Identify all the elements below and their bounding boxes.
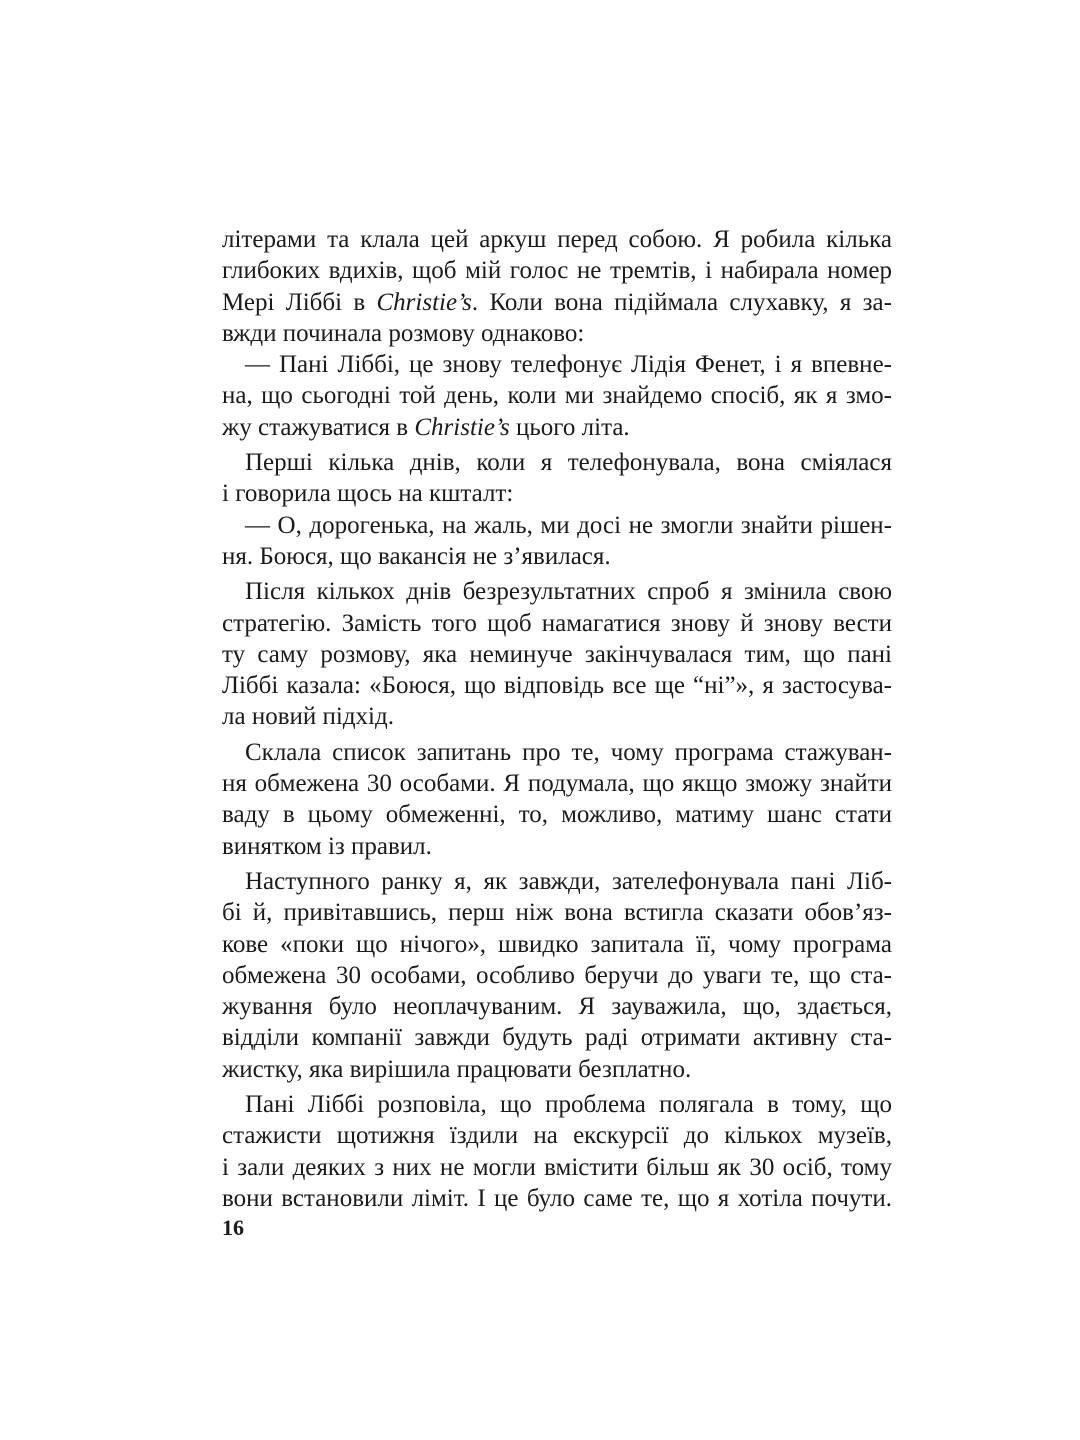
- text-line: обмежена 30 особами, особливо беручи до уваги те, що ста-: [222, 961, 892, 989]
- text-line: і говорила щось на кшталт:: [222, 480, 514, 508]
- body-text: [222, 224, 892, 1214]
- text-line: Пані Ліббі розповіла, що проблема полягала в тому, що: [245, 1091, 892, 1119]
- text-line: глибоких вдихів, щоб мій голос не тремтів, і набирала номер: [222, 257, 892, 285]
- text-line: ту саму розмову, яка неминуче закінчувалася тим, що пані: [222, 640, 892, 668]
- text-line: вони встановили ліміт. І це було саме те, що я хотіла почути.: [222, 1184, 892, 1212]
- page-number: 16: [222, 1215, 244, 1240]
- italic-brand-name: Christie’s: [376, 288, 472, 316]
- text-line: — Пані Ліббі, це знову телефонує Лідія Фенет, і я впевне-: [245, 351, 892, 379]
- text-line: кове «поки що нічого», швидко запитала її, чому програма: [222, 930, 892, 958]
- text-line: жу стажуватися в Christie’s цього літа.: [222, 413, 630, 441]
- text-line: стажисти щотижня їздили на екскурсії до кількох музеїв,: [222, 1122, 892, 1150]
- text-line: Після кількох днів безрезультатних спроб я змінила свою: [245, 578, 892, 606]
- text-line: жування було неоплачуваним. Я зауважила, що, здається,: [222, 993, 892, 1021]
- text-line: Перші кілька днів, коли я телефонувала, вона сміялася: [245, 449, 892, 477]
- text-line: Наступного ранку я, як завжди, зателефонувала пані Ліб-: [245, 867, 892, 895]
- text-line: вжди починала розмову однаково:: [222, 319, 585, 347]
- text-line: ня. Боюся, що вакансія не з’явилася.: [222, 542, 611, 570]
- text-line: винятком із правил.: [222, 832, 432, 860]
- text-line: ваду в цьому обмеженні, то, можливо, матиму шанс стати: [222, 801, 892, 829]
- text-line: відділи компанії завжди будуть раді отримати активну ста-: [222, 1024, 892, 1052]
- text-line: — О, дорогенька, на жаль, ми досі не змогли знайти рішен-: [245, 511, 892, 539]
- text-line: бі й, привітавшись, перш ніж вона встигла сказати обов’яз-: [222, 899, 892, 927]
- italic-brand-name: Christie’s: [414, 413, 510, 441]
- text-line: Склала список запитань про те, чому програма стажуван-: [245, 738, 892, 766]
- text-line: стратегію. Замість того щоб намагатися знову й знову вести: [222, 609, 892, 637]
- text-line: на, що сьогодні той день, коли ми знайдемо спосіб, як я змо-: [222, 382, 892, 410]
- text-line: літерами та клала цей аркуш перед собою. Я робила кілька: [222, 226, 892, 253]
- text-line: жистку, яка вирішила працювати безплатно.: [222, 1055, 692, 1083]
- text-line: ня обмежена 30 особами. Я подумала, що якщо зможу знайти: [222, 770, 892, 798]
- text-line: і зали деяких з них не могли вмістити більш як 30 осіб, тому: [222, 1153, 892, 1181]
- text-line: ла новий підхід.: [222, 703, 394, 731]
- text-line: Ліббі казала: «Боюся, що відповідь все ще “ні”», я застосува-: [222, 672, 892, 700]
- text-line: Мері Ліббі в Christie’s. Коли вона підіймала слухавку, я за-: [222, 288, 892, 316]
